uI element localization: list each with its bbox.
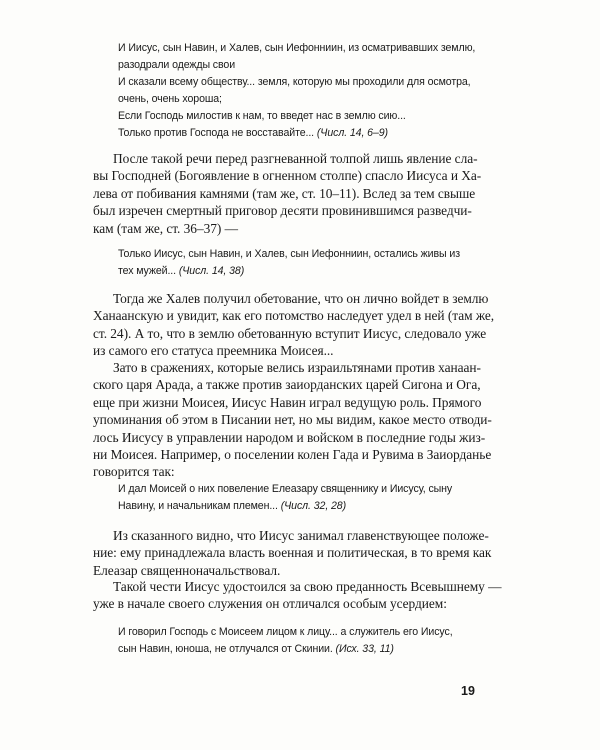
paragraph-battles <box>93 359 523 481</box>
text-line: Зато в сражениях, которые велись израильтянами против ханаан- <box>113 360 481 375</box>
text-line: лось Иисусу в управлении народом и войском в последние годы жиз- <box>93 429 486 445</box>
quote-line: Только Иисус, сын Навин, и Халев, сын Иефонниин, остались живы из <box>118 248 460 260</box>
text-line: Тогда же Халев получил обетование, что он лично войдет в землю <box>113 291 489 306</box>
quote-line: И Иисус, сын Навин, и Халев, сын Иефонниин, из осматривавших землю, <box>118 42 476 54</box>
text-line: упоминания об этом в Писании нет, но мы видим, какое место отводи- <box>93 412 492 428</box>
paragraph-devotion <box>93 578 523 613</box>
quote-exodus-33 <box>118 624 498 658</box>
quote-line: Если Господь милостив к нам, то введет нас в землю сию... <box>118 110 406 122</box>
text-line: Елеазар священноначальствовал. <box>93 562 281 578</box>
quote-text: тех мужей... <box>118 265 176 277</box>
quote-numbers-14-38 <box>118 246 498 280</box>
text-line: был изречен смертный приговор десяти провинившимся разведчи- <box>93 203 472 219</box>
text-line: из самого его статуса преемника Моисея... <box>93 343 334 359</box>
quote-line: разодрали одежды свои <box>118 59 236 71</box>
text-line: говорится так: <box>93 464 175 480</box>
quote-line <box>118 498 498 515</box>
text-line: Ханаанскую и увидит, как его потомство наследует удел в ней (там же, <box>93 308 495 324</box>
quote-reference: (Числ. 32, 28) <box>280 500 347 512</box>
quote-line: очень, очень хороша; <box>118 93 222 105</box>
quote-reference: (Исх. 33, 11) <box>335 643 394 655</box>
text-line: уже в начале своего служения он отличался особым усердием: <box>93 596 447 612</box>
text-line: ние: ему принадлежала власть военная и политическая, в то время как <box>93 545 492 561</box>
text-line: ского царя Арада, а также против заиорданских царей Сигона и Ога, <box>93 377 481 393</box>
text-line: После такой речи перед разгневанной толпой лишь явление сла- <box>113 151 478 166</box>
quote-line: И сказали всему обществу... земля, которую мы проходили для осмотра, <box>118 76 471 88</box>
text-line: Из сказанного видно, что Иисус занимал главенствующее положе- <box>113 528 489 543</box>
quote-text: Навину, и начальникам племен... <box>118 500 278 512</box>
page-number: 19 <box>461 684 475 698</box>
text-line: вы Господней (Богоявление в огненном столпе) спасло Иисуса и Ха- <box>93 168 482 184</box>
quote-line <box>118 263 498 280</box>
quote-reference: (Числ. 14, 38) <box>178 265 245 277</box>
quote-line: И говорил Господь с Моисеем лицом к лицу... а служитель его Иисус, <box>118 626 453 638</box>
paragraph-leadership <box>93 527 523 579</box>
text-line: ни Моисея. Например, о поселении колен Гада и Рувима в Заиорданье <box>93 447 492 463</box>
paragraph-stoning <box>93 150 523 237</box>
quote-text: Только против Господа не восставайте... <box>118 127 315 139</box>
quote-text: сын Навин, юноша, не отлучался от Скинии. <box>118 643 333 655</box>
quote-numbers-32 <box>118 481 498 515</box>
text-line: кам (там же, ст. 36–37) — <box>93 220 238 236</box>
text-line: лева от побивания камнями (там же, ст. 10–11). Вслед за тем свыше <box>93 185 476 201</box>
quote-line: И дал Моисей о них повеление Елеазару священнику и Иисусу, сыну <box>118 483 453 495</box>
paragraph-caleb-promise <box>93 290 523 360</box>
quote-line <box>118 641 498 658</box>
quote-line <box>118 125 498 142</box>
text-line: Такой чести Иисус удостоился за свою преданность Всевышнему — <box>113 579 502 594</box>
text-line: еще при жизни Моисея, Иисус Навин играл ведущую роль. Прямого <box>93 394 482 410</box>
quote-numbers-14 <box>118 40 498 142</box>
quote-reference: (Числ. 14, 6–9) <box>316 127 388 139</box>
text-line: ст. 24). А то, что в землю обетованную вступит Иисус, следовало уже <box>93 325 487 341</box>
